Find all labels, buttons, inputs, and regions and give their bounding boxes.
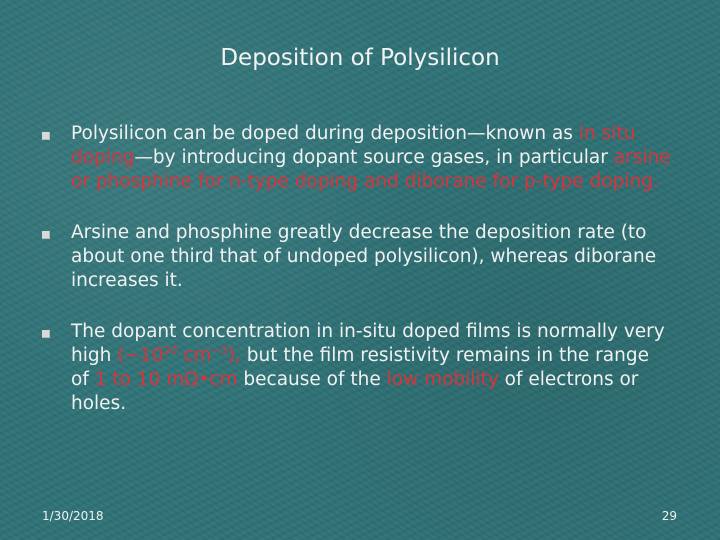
concentration-unit: cm	[177, 345, 212, 366]
page-number: 29	[661, 509, 677, 523]
slide-title: Deposition of Polysilicon	[220, 45, 500, 71]
concentration-prefix: (~10	[117, 345, 164, 366]
highlighted-text: arsine or phosphine for n-type doping and diborane for p-type doping.	[71, 147, 671, 192]
footer-date: 1/30/2018	[42, 509, 104, 523]
square-bullet-icon	[42, 231, 50, 239]
square-bullet-icon	[42, 132, 50, 140]
concentration-suffix: ),	[227, 345, 241, 366]
low-mobility-text: low mobility	[386, 369, 499, 390]
bullet-text: Arsine and phosphine greatly decrease the deposition rate (to about one third that of undoped polysilicon), whereas diborane increases it.	[71, 222, 657, 291]
bullet-text: The dopant concentration in in-situ doped films is normally very high	[71, 321, 665, 366]
bullet-text: Polysilicon can be doped during deposition—known as	[71, 123, 579, 144]
bullet-text: because of the	[237, 369, 387, 390]
highlighted-text: in situ doping	[71, 123, 636, 168]
concentration-unit-exponent: −3	[211, 343, 228, 357]
bullet-item-dopant-concentration	[42, 320, 672, 416]
resistivity-range: 1 to 10 mΩ•cm	[94, 369, 238, 390]
bullet-text: of electrons or holes.	[71, 369, 639, 414]
bullet-item-in-situ-doping	[42, 122, 672, 194]
square-bullet-icon	[42, 330, 50, 338]
bullet-text: —by introducing dopant source gases, in particular	[134, 147, 614, 168]
bullet-item-deposition-rate	[42, 221, 672, 293]
concentration-exponent: 20	[163, 343, 178, 357]
bullet-list	[42, 122, 672, 416]
bullet-text: but the film resistivity remains in the range of	[71, 345, 649, 390]
